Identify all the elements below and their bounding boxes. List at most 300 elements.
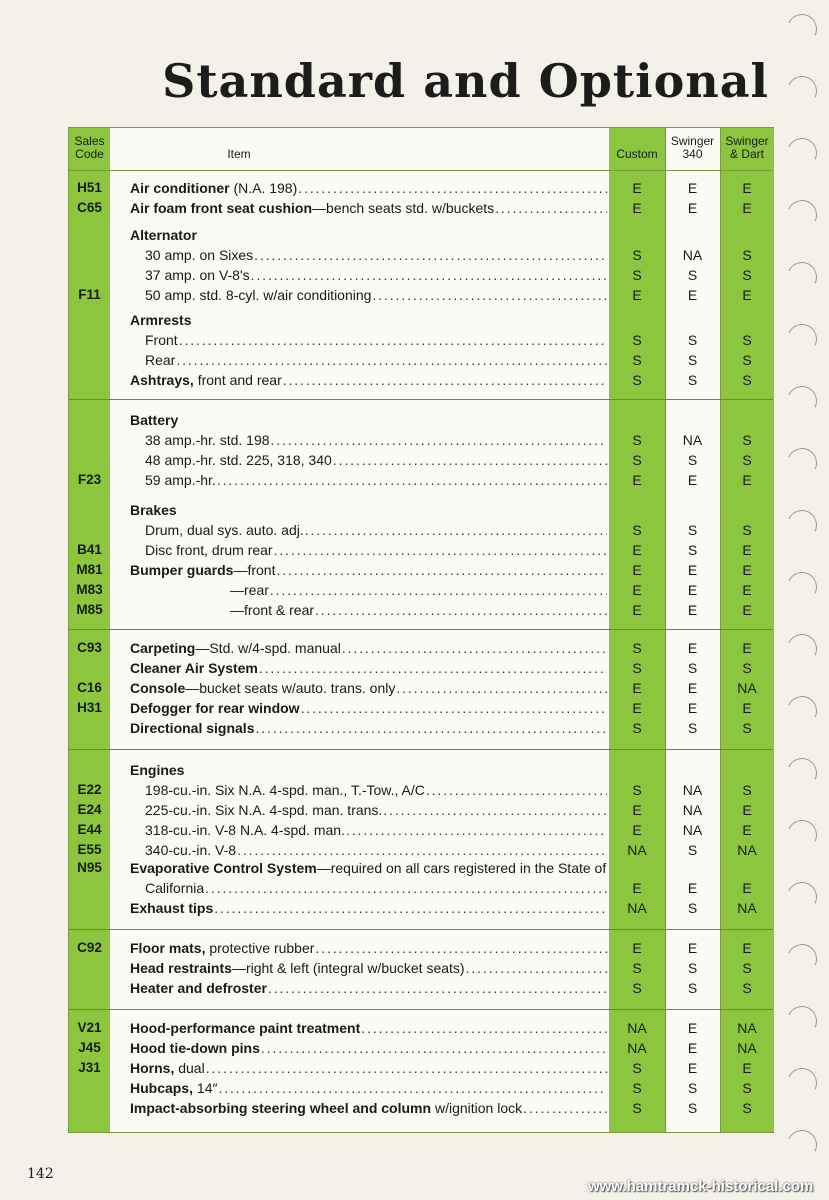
swinger340-value: E [687,602,698,618]
item-description [145,245,607,265]
item-name: Engines [130,762,185,778]
item-description [145,780,607,800]
swinger340-value: NA [682,822,703,838]
item-name: Alternator [130,227,197,243]
sales-code: F11 [78,287,101,302]
swinger340-value: E [687,700,698,716]
item-detail: —front [233,562,276,578]
table-row [69,978,773,998]
table-row [69,430,773,450]
custom-value: S [632,660,642,676]
header-sales-code-line1: Sales [74,134,105,148]
item-description [130,1018,607,1038]
item-detail: Rear [145,352,176,368]
binder-hole [783,506,821,544]
item-description [130,678,607,698]
group-separator [69,749,773,750]
swinger340-value: S [687,842,698,858]
header-sales-code-line2: Code [75,147,104,161]
custom-value: S [632,640,642,656]
swinger340-value: S [687,372,698,388]
item-name: Hood tie-down pins [130,1040,260,1056]
swinger-dart-value: E [742,562,752,578]
swinger340-value: S [687,1100,698,1116]
dot-leader [250,265,607,285]
sales-code: J31 [78,1060,101,1075]
swinger-dart-value: S [742,660,752,676]
item-detail: 318-cu.-in. V-8 N.A. 4-spd. man. [145,822,345,838]
swinger340-value: S [687,522,698,538]
custom-value: E [632,700,642,716]
swinger340-value: E [687,1040,698,1056]
swinger-dart-value: E [742,700,752,716]
item-name: Head restraints [130,960,232,976]
item-detail: —Std. w/4-spd. manual [195,640,341,656]
table-row [69,1098,773,1118]
group-separator [69,629,773,630]
table-row [69,898,773,918]
item-description [130,858,607,878]
item-description [130,958,607,978]
dot-leader [371,285,607,305]
swinger-dart-value: E [742,200,752,216]
table-row [69,520,773,540]
item-detail: 59 amp.-hr. [145,472,216,488]
custom-value: S [632,522,642,538]
page-number: 142 [27,1166,54,1182]
binder-hole [783,878,821,916]
item-description [145,878,607,898]
header-sales-code [69,135,110,161]
swinger-dart-value: NA [737,1020,757,1036]
dot-leader [304,520,607,540]
item-name: Exhaust tips [130,900,214,916]
dot-leader [494,198,607,218]
dot-leader [382,800,607,820]
table-row [69,1038,773,1058]
custom-value: S [632,247,642,263]
table-row [69,638,773,658]
swinger-dart-value: S [742,332,752,348]
swinger-dart-value: S [742,1100,752,1116]
table-row [69,225,773,245]
table-row [69,310,773,330]
table-row [69,840,773,860]
swinger-dart-value: S [742,960,752,976]
swinger340-value: S [687,542,698,558]
swinger340-value: S [687,1080,698,1096]
header-item: Item [227,147,251,161]
swinger-dart-value: S [742,372,752,388]
dot-leader [465,958,607,978]
item-detail: Disc front, drum rear [145,542,273,558]
item-description [130,1058,607,1078]
dot-leader [267,978,607,998]
dot-leader [204,878,607,898]
table-row [69,350,773,370]
dot-leader [275,560,607,580]
dot-leader [205,1058,607,1078]
swinger-dart-value: E [742,542,752,558]
item-name: Brakes [130,502,177,518]
item-detail: Drum, dual sys. auto. adj. [145,522,304,538]
item-name: Hood-performance paint treatment [130,1020,361,1036]
dot-leader [258,658,607,678]
header-swinger-dart-line2: & Dart [729,147,764,161]
binder-hole [783,1064,821,1102]
table-row [69,1018,773,1038]
item-description [145,285,607,305]
swinger340-value: S [687,452,698,468]
item-description [145,265,607,285]
header-custom: Custom [616,147,658,161]
item-description [145,840,607,860]
item-detail: 37 amp. on V-8's [145,267,250,283]
item-description [130,1078,607,1098]
binder-hole [783,754,821,792]
header-swinger340-line1: Swinger [670,134,715,148]
swinger340-value: E [687,200,698,216]
dot-leader [314,600,607,620]
item-detail: w/ignition lock [431,1100,523,1116]
swinger-dart-value: S [742,452,752,468]
dot-leader [282,370,607,390]
custom-value: S [632,452,642,468]
item-description [145,430,607,450]
dot-leader [217,1078,607,1098]
binder-hole [783,940,821,978]
sales-code: E22 [77,782,102,797]
binder-hole [783,72,821,110]
group-separator [69,399,773,400]
swinger-dart-value: E [742,180,752,196]
swinger-dart-value: E [742,940,752,956]
swinger340-value: E [687,287,698,303]
binder-hole [783,196,821,234]
sales-code: C92 [77,940,102,955]
table-row [69,560,773,580]
binder-hole [783,816,821,854]
sales-code: H31 [77,700,102,715]
sales-code: N95 [77,860,102,875]
item-name: Directional signals [130,720,255,736]
item-description [130,370,607,390]
custom-value: S [632,960,642,976]
swinger340-value: E [687,680,698,696]
swinger-dart-value: S [742,267,752,283]
item-detail: 30 amp. on Sixes [145,247,254,263]
sales-code: V21 [77,1020,102,1035]
custom-value: S [632,782,642,798]
item-name: Bumper guards [130,562,234,578]
swinger340-value: E [687,940,698,956]
custom-value: E [632,582,642,598]
binder-hole [783,320,821,358]
item-description [230,600,607,620]
item-name: Heater and defroster [130,980,267,996]
item-description [145,350,607,370]
dot-leader [270,430,607,450]
swinger340-value: E [687,880,698,896]
table-row [69,198,773,218]
custom-value: NA [627,1040,647,1056]
binder-hole [783,258,821,296]
dot-leader [300,698,607,718]
swinger-dart-value: NA [737,1040,757,1056]
table-row [69,500,773,520]
item-detail: —bucket seats w/auto. trans. only [185,680,396,696]
dot-leader [332,450,607,470]
item-name: Carpeting [130,640,196,656]
table-row [69,938,773,958]
dot-leader [297,178,607,198]
sales-code: E55 [77,842,102,857]
custom-value: S [632,980,642,996]
swinger-dart-value: E [742,582,752,598]
item-description [230,580,607,600]
sales-code: C16 [77,680,102,695]
dot-leader [260,1038,607,1058]
sales-code: M85 [76,602,103,617]
item-description [130,410,607,430]
item-description [145,330,607,350]
item-detail: 38 amp.-hr. std. 198 [145,432,270,448]
sales-code: H51 [77,180,102,195]
swinger340-value: NA [682,247,703,263]
swinger340-value: S [687,352,698,368]
item-description [130,310,607,330]
custom-value: E [632,802,642,818]
swinger-dart-value: E [742,640,752,656]
item-description [130,978,607,998]
swinger-dart-value: S [742,782,752,798]
dot-leader [395,678,607,698]
page-title: Standard and Optional [162,54,769,108]
custom-value: S [632,720,642,736]
item-description [145,470,607,490]
swinger-dart-value: E [742,287,752,303]
swinger340-value: NA [682,802,703,818]
binder-hole [783,10,821,48]
sales-code: J45 [78,1040,101,1055]
swinger-dart-value: E [742,1060,752,1076]
swinger-dart-value: E [742,822,752,838]
item-detail: 48 amp.-hr. std. 225, 318, 340 [145,452,332,468]
item-detail: —front & rear [230,602,315,618]
table-row [69,470,773,490]
item-name: Horns, [130,1060,175,1076]
custom-value: E [632,180,642,196]
sales-code: C65 [77,200,102,215]
custom-value: S [632,1060,642,1076]
dot-leader [273,540,607,560]
swinger340-value: E [687,1020,698,1036]
header-divider [69,170,773,171]
custom-value: S [632,332,642,348]
item-detail: dual [174,1060,205,1076]
swinger-dart-value: NA [737,680,757,696]
item-detail: —right & left (integral w/bucket seats) [231,960,465,976]
swinger-dart-value: NA [737,842,757,858]
swinger-dart-value: NA [737,900,757,916]
group-separator [69,1009,773,1010]
item-detail: —bench seats std. w/buckets [312,200,495,216]
table-row [69,1078,773,1098]
item-description [145,540,607,560]
item-detail: 225-cu.-in. Six N.A. 4-spd. man. trans. [145,802,383,818]
table-row [69,1058,773,1078]
item-name: Air foam front seat cushion [130,200,313,216]
binder-hole [783,630,821,668]
table-row [69,800,773,820]
swinger-dart-value: E [742,472,752,488]
sales-code: B41 [77,542,102,557]
item-name: Defogger for rear window [130,700,300,716]
item-name: Impact-absorbing steering wheel and column [130,1100,432,1116]
item-description [145,820,607,840]
dot-leader [314,938,607,958]
sales-code: E44 [77,822,102,837]
sales-code: M83 [76,582,103,597]
table-row [69,658,773,678]
swinger-dart-value: E [742,880,752,896]
custom-value: S [632,267,642,283]
custom-value: E [632,287,642,303]
swinger-dart-value: S [742,247,752,263]
binder-hole [783,1002,821,1040]
swinger340-value: S [687,720,698,736]
dot-leader [253,245,607,265]
table-row [69,878,773,898]
item-name: Evaporative Control System [130,860,317,876]
custom-value: S [632,372,642,388]
swinger340-value: E [687,1060,698,1076]
binder-hole [783,692,821,730]
header-swinger-dart-line1: Swinger [725,134,769,148]
swinger-dart-value: E [742,802,752,818]
item-detail: 50 amp. std. 8-cyl. w/air conditioning [145,287,372,303]
swinger340-value: S [687,900,698,916]
item-name: Console [130,680,186,696]
swinger340-value: S [687,267,698,283]
table-row [69,330,773,350]
item-name: Battery [130,412,179,428]
table-row [69,718,773,738]
item-detail: —required on all cars registered in the State of [316,860,607,876]
dot-leader [236,840,607,860]
custom-value: S [632,432,642,448]
swinger-dart-value: S [742,522,752,538]
dot-leader [345,820,607,840]
item-name: Hubcaps, [130,1080,194,1096]
item-description [145,520,607,540]
swinger340-value: NA [682,782,703,798]
swinger340-value: E [687,640,698,656]
custom-value: E [632,200,642,216]
binder-hole [783,134,821,172]
item-description [130,198,607,218]
item-description [130,760,607,780]
table-row [69,245,773,265]
custom-value: E [632,472,642,488]
item-detail: 14″ [193,1080,218,1096]
header-swinger340 [665,135,720,161]
sales-code: M81 [76,562,103,577]
table-row [69,265,773,285]
table-row [69,958,773,978]
custom-value: NA [627,900,647,916]
table-row [69,580,773,600]
table-row [69,410,773,430]
item-name: Ashtrays, [130,372,194,388]
dot-leader [216,470,607,490]
dot-leader [425,780,607,800]
table-row [69,370,773,390]
table-row [69,678,773,698]
item-description [130,898,607,918]
watermark-credit: www.hamtramck-historical.com [588,1178,814,1195]
group-separator [69,929,773,930]
item-detail: Front [145,332,178,348]
sales-code: F23 [77,472,102,487]
table-row [69,858,773,878]
swinger340-value: S [687,960,698,976]
custom-value: NA [627,842,647,858]
custom-value: E [632,880,642,896]
swinger-dart-value: S [742,352,752,368]
table-row [69,450,773,470]
swinger340-value: E [687,180,698,196]
dot-leader [178,330,607,350]
item-name: Armrests [130,312,192,328]
item-description [130,698,607,718]
item-description [130,225,607,245]
options-table [68,127,774,1133]
item-name: Floor mats, [130,940,206,956]
dot-leader [269,580,607,600]
swinger-dart-value: E [742,602,752,618]
swinger-dart-value: S [742,980,752,996]
item-description [130,658,607,678]
binder-hole [783,1126,821,1164]
item-detail: 340-cu.-in. V-8 [145,842,237,858]
swinger340-value: S [687,332,698,348]
swinger340-value: E [687,472,698,488]
sales-code: C93 [77,640,102,655]
item-detail: front and rear [193,372,282,388]
swinger-dart-value: S [742,432,752,448]
dot-leader [213,898,607,918]
dot-leader [522,1098,607,1118]
table-row [69,540,773,560]
custom-value: S [632,352,642,368]
item-description [145,450,607,470]
sales-code: E24 [77,802,102,817]
item-description [130,938,607,958]
header-swinger-dart [720,135,774,161]
swinger340-value: S [687,980,698,996]
item-description [130,500,607,520]
item-description [130,560,607,580]
item-detail: California [145,880,205,896]
custom-value: E [632,602,642,618]
swinger340-value: E [687,582,698,598]
item-description [130,1038,607,1058]
binder-hole [783,382,821,420]
item-detail: protective rubber [205,940,315,956]
item-description [130,178,607,198]
item-detail: (N.A. 198) [229,180,298,196]
